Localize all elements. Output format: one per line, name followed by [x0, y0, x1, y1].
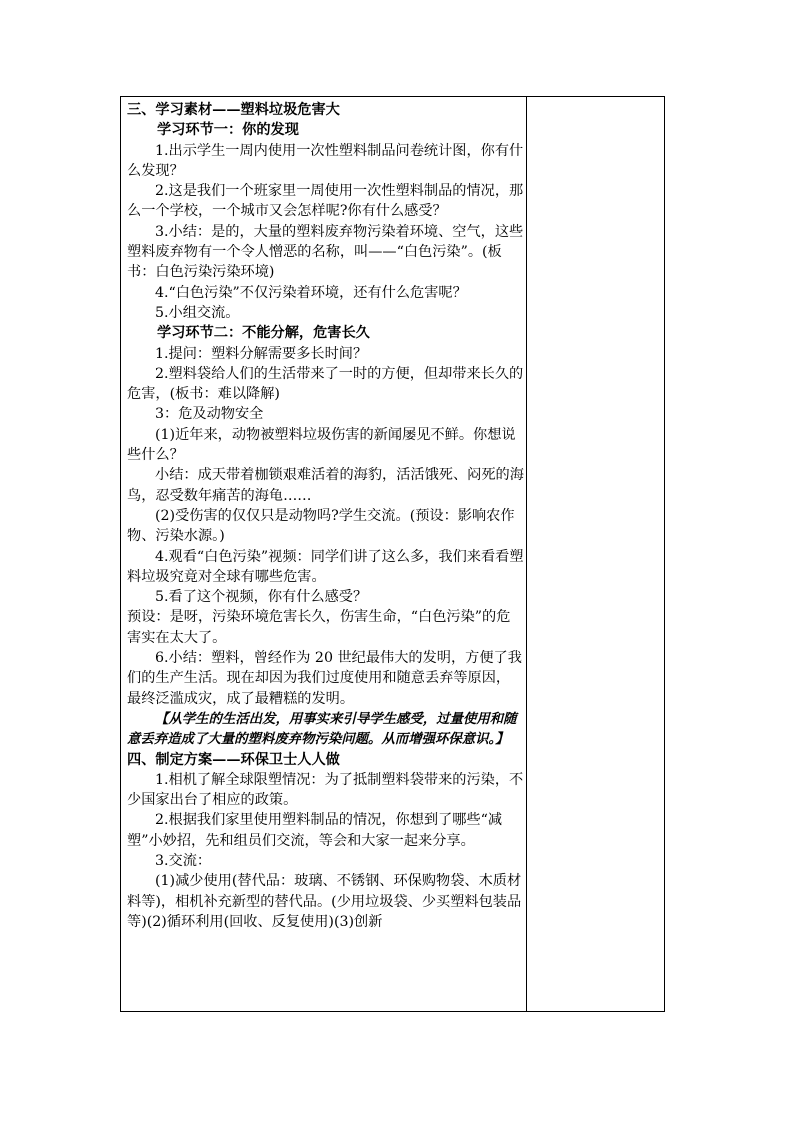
step2-item-2: 2.塑料袋给人们的生活带来了一时的方便，但却带来长久的危害，(板书：难以降解) — [127, 365, 524, 403]
step2-item-4: (1)近年来，动物被塑料垃圾伤害的新闻屡见不鲜。你想说些什么？ — [127, 426, 516, 464]
step1-item-1: 1.出示学生一周内使用一次性塑料制品问卷统计图，你有什么发现？ — [127, 142, 524, 179]
step2-item-3: 3：危及动物安全 — [155, 406, 264, 423]
step2-preset: 预设：是呀，污染环境危害长久，伤害生命，“白色污染”的危害实在太大了。 — [127, 609, 511, 646]
step1-item-4: 4.“白色污染”不仅污染着环境，还有什么危害呢？ — [155, 284, 467, 301]
column-divider — [526, 97, 527, 1011]
step2-item-8: 5.看了这个视频，你有什么感受？ — [155, 589, 368, 606]
step1-item-2: 2.这是我们一个班家里一周使用一次性塑料制品的情况，那么一个学校，一个城市又会怎样呢?你有什么感受？ — [127, 183, 524, 220]
section4-item-3: 3.交流： — [155, 852, 212, 869]
step2-item-1: 1.提问：塑料分解需要多长时间？ — [155, 345, 368, 362]
step2-summary: 6.小结：塑料，曾经作为 20 世纪最伟大的发明，方便了我们的生产生活。现在却因为我们过度使用和随意丢弃等原因，最终泛滥成灾，成了最糟糕的发明。 — [127, 650, 522, 707]
step2-heading: 学习环节二：不能分解，危害长久 — [157, 325, 370, 342]
step2-item-7: 4.观看“白色污染”视频：同学们讲了这么多，我们来看看塑料垃圾究竟对全球有哪些危害。 — [127, 548, 524, 585]
section4-item-4: (1)减少使用(替代品：玻璃、不锈钢、环保购物袋、木质材料等)，相机补充新型的替代品。(少用垃圾袋、少买塑料包装品等)(2)循环利用(回收、反复使用)(3)创新 — [127, 873, 522, 930]
lesson-content — [127, 100, 524, 932]
step1-heading: 学习环节一：你的发现 — [157, 122, 299, 139]
section4-item-1: 1.相机了解全球限塑情况：为了抵制塑料袋带来的污染，不少国家出台了相应的政策。 — [127, 771, 524, 809]
step2-item-6: (2)受伤害的仅仅只是动物吗?学生交流。(预设：影响农作物、污染水源。) — [127, 507, 515, 545]
section3-title: 三、学习素材——塑料垃圾危害大 — [127, 102, 340, 118]
step2-note: 【从学生的生活出发，用事实来引导学生感受，过量使用和随意丢弃造成了大量的塑料废弃物污染问题。从而增强环保意识。】 — [127, 710, 517, 748]
step1-item-5: 5.小组交流。 — [155, 304, 240, 321]
section4-item-2: 2.根据我们家里使用塑料制品的情况，你想到了哪些“减塑”小妙招，先和组员们交流，等会和大家一起来分享。 — [127, 812, 503, 849]
step1-item-3: 3.小结：是的，大量的塑料废弃物污染着环境、空气，这些塑料废弃物有一个令人憎恶的名称，叫——“白色污染”。(板书：白色污染污染环境) — [127, 223, 524, 281]
section4-title: 四、制定方案——环保卫士人人做 — [127, 751, 340, 768]
step2-item-5: 小结：成天带着枷锁艰难活着的海豹，活活饿死、闷死的海鸟，忍受数年痛苦的海龟…… — [127, 467, 524, 504]
lesson-table — [120, 96, 665, 1012]
